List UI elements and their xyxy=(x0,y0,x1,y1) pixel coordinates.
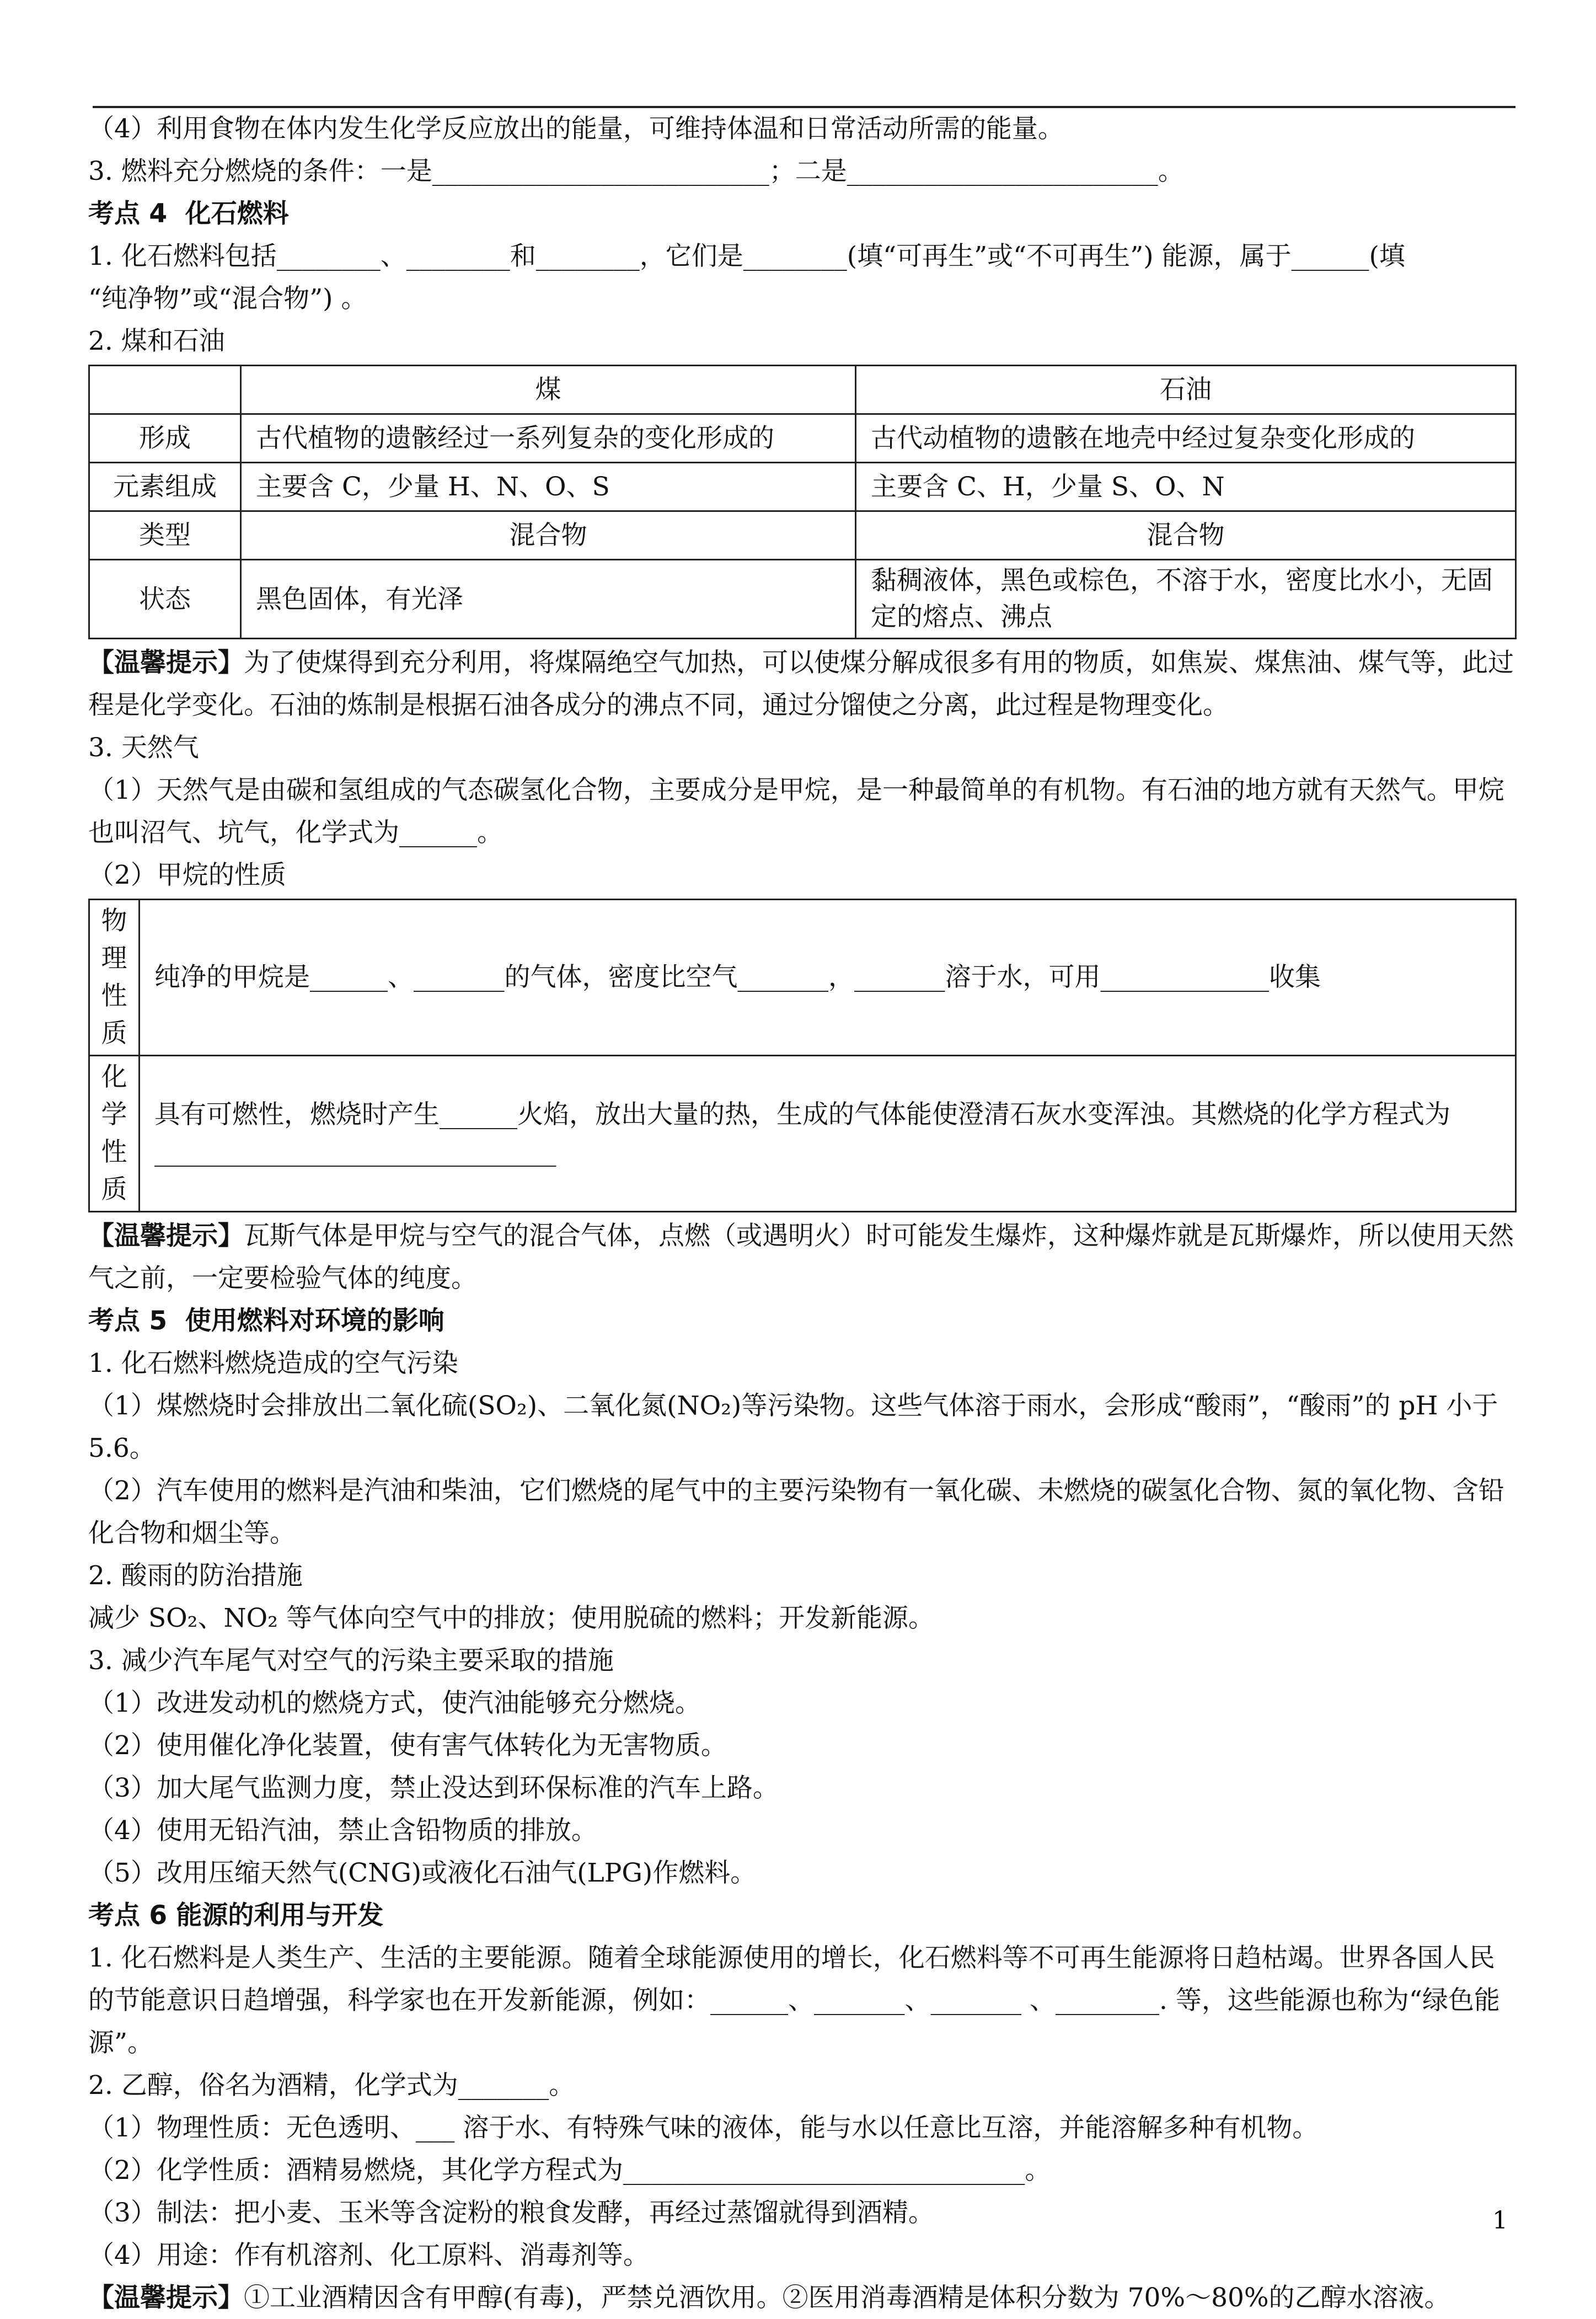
document-page xyxy=(88,108,1517,2319)
table-cell: 混合物 xyxy=(241,511,856,560)
text-line: 3. 减少汽车尾气对空气的污染主要采取的措施 xyxy=(88,1645,614,1676)
section-heading-6: 考点 6 能源的利用与开发 xyxy=(88,1900,384,1931)
text-line: （5）改用压缩天然气(CNG)或液化石油气(LPG)作燃料。 xyxy=(88,1858,757,1888)
text-line: （1）天然气是由碳和氢组成的气态碳氢化合物，主要成分是甲烷，是一种最简单的有机物。有石油的地方就有天然气。甲烷也叫沼气、坑气，化学式为______。 xyxy=(88,775,1504,848)
table-cell: 具有可燃性，燃烧时产生______火焰，放出大量的热，生成的气体能使澄清石灰水变浑浊。其燃烧的化学方程式为_______________________________ xyxy=(140,1056,1516,1212)
table-cell: 主要含 C、H，少量 S、O、N xyxy=(856,463,1516,511)
table-cell: 主要含 C，少量 H、N、O、S xyxy=(241,463,856,511)
tip-label: 【温馨提示】 xyxy=(88,2283,244,2313)
tip-text: 为了使煤得到充分利用，将煤隔绝空气加热，可以使煤分解成很多有用的物质，如焦炭、煤焦油、煤气等，此过程是化学变化。石油的炼制是根据石油各成分的沸点不同，通过分馏使之分离，此过程是物理变化。 xyxy=(88,648,1514,720)
section-heading-4: 考点 4 化石燃料 xyxy=(88,199,289,229)
page-number: 1 xyxy=(1492,2206,1508,2235)
text-line: （4）利用食物在体内发生化学反应放出的能量，可维持体温和日常活动所需的能量。 xyxy=(88,114,1064,144)
row-label: 物理性质 xyxy=(89,900,140,1056)
methane-properties-table xyxy=(88,899,1517,1212)
text-line: “纯净物”或“混合物”) 。 xyxy=(88,284,367,314)
table-row xyxy=(89,414,1516,463)
text-line: 1. 化石燃料包括________、________和________，它们是________(填“可再生”或“不可再生”) 能源，属于______(填 xyxy=(88,241,1405,271)
table-row xyxy=(89,511,1516,560)
text-line: 3. 燃料充分燃烧的条件：一是__________________________；二是________________________。 xyxy=(88,156,1184,186)
tip-label: 【温馨提示】 xyxy=(88,1221,244,1251)
text-line: （2）化学性质：酒精易燃烧，其化学方程式为_______________________________。 xyxy=(88,2155,1051,2186)
table-cell: 黏稠液体，黑色或棕色，不溶于水，密度比水小，无固定的熔点、沸点 xyxy=(856,560,1516,639)
text-line: 1. 化石燃料是人类生产、生活的主要能源。随着全球能源使用的增长，化石燃料等不可再生能源将日趋枯竭。世界各国人民的节能意识日趋增强，科学家也在开发新能源，例如：______、_______、_______ 、________. 等，这些能源也称为“绿色能源”。 xyxy=(88,1943,1500,2058)
text-line: （1）改进发动机的燃烧方式，使汽油能够充分燃烧。 xyxy=(88,1688,701,1718)
tip-label: 【温馨提示】 xyxy=(88,648,244,678)
text-line: 1. 化石燃料燃烧造成的空气污染 xyxy=(88,1348,458,1378)
table-header-cell: 煤 xyxy=(241,366,856,414)
row-label: 元素组成 xyxy=(89,463,241,511)
table-cell: 纯净的甲烷是______、_______的气体，密度比空气_______，_______溶于水，可用_____________收集 xyxy=(140,900,1516,1056)
table-row xyxy=(89,1056,1516,1212)
row-label: 形成 xyxy=(89,414,241,463)
table-cell: 黑色固体，有光泽 xyxy=(241,560,856,639)
table-header-row xyxy=(89,366,1516,414)
tip-text: 瓦斯气体是甲烷与空气的混合气体，点燃（或遇明火）时可能发生爆炸，这种爆炸就是瓦斯爆炸，所以使用天然气之前，一定要检验气体的纯度。 xyxy=(88,1221,1514,1294)
text-line: （1）煤燃烧时会排放出二氧化硫(SO₂)、二氧化氮(NO₂)等污染物。这些气体溶于雨水，会形成“酸雨”，“酸雨”的 pH 小于 5.6。 xyxy=(88,1391,1507,1463)
tip-paragraph xyxy=(88,642,1517,726)
text-line: （2）甲烷的性质 xyxy=(88,860,286,890)
text-line: 2. 乙醇，俗名为酒精，化学式为_______。 xyxy=(88,2070,575,2101)
table-cell: 古代动植物的遗骸在地壳中经过复杂变化形成的 xyxy=(856,414,1516,463)
text-line: （2）使用催化净化装置，使有害气体转化为无害物质。 xyxy=(88,1730,727,1761)
table-cell: 古代植物的遗骸经过一系列复杂的变化形成的 xyxy=(241,414,856,463)
text-line: （3）制法：把小麦、玉米等含淀粉的粮食发酵，再经过蒸馏就得到酒精。 xyxy=(88,2198,934,2228)
text-line: （3）加大尾气监测力度，禁止没达到环保标准的汽车上路。 xyxy=(88,1773,779,1803)
table-row xyxy=(89,560,1516,639)
section-heading-5: 考点 5 使用燃料对环境的影响 xyxy=(88,1306,444,1336)
table-header-cell: 石油 xyxy=(856,366,1516,414)
tip-text: ①工业酒精因含有甲醇(有毒)，严禁兑酒饮用。②医用消毒酒精是体积分数为 70%～80%的乙醇水溶液。 xyxy=(244,2283,1450,2313)
text-line: （4）用途：作有机溶剂、化工原料、消毒剂等。 xyxy=(88,2240,649,2270)
table-cell: 混合物 xyxy=(856,511,1516,560)
tip-paragraph xyxy=(88,2277,1517,2319)
row-label: 化学性质 xyxy=(89,1056,140,1212)
text-line: 2. 煤和石油 xyxy=(88,326,225,356)
text-line: （4）使用无铅汽油，禁止含铅物质的排放。 xyxy=(88,1815,597,1846)
table-row xyxy=(89,463,1516,511)
text-line: 3. 天然气 xyxy=(88,733,199,763)
tip-paragraph xyxy=(88,1215,1517,1300)
table-row xyxy=(89,900,1516,1056)
table-header-cell xyxy=(89,366,241,414)
text-line: 2. 酸雨的防治措施 xyxy=(88,1561,303,1591)
text-line: （2）汽车使用的燃料是汽油和柴油，它们燃烧的尾气中的主要污染物有一氧化碳、未燃烧的碳氢化合物、氮的氧化物、含铅化合物和烟尘等。 xyxy=(88,1476,1504,1548)
row-label: 状态 xyxy=(89,560,241,639)
coal-oil-table xyxy=(88,365,1517,639)
row-label: 类型 xyxy=(89,511,241,560)
text-line: 减少 SO₂、NO₂ 等气体向空气中的排放；使用脱硫的燃料；开发新能源。 xyxy=(88,1603,934,1633)
text-line: （1）物理性质：无色透明、___ 溶于水、有特殊气味的液体，能与水以任意比互溶，并能溶解多种有机物。 xyxy=(88,2113,1319,2143)
